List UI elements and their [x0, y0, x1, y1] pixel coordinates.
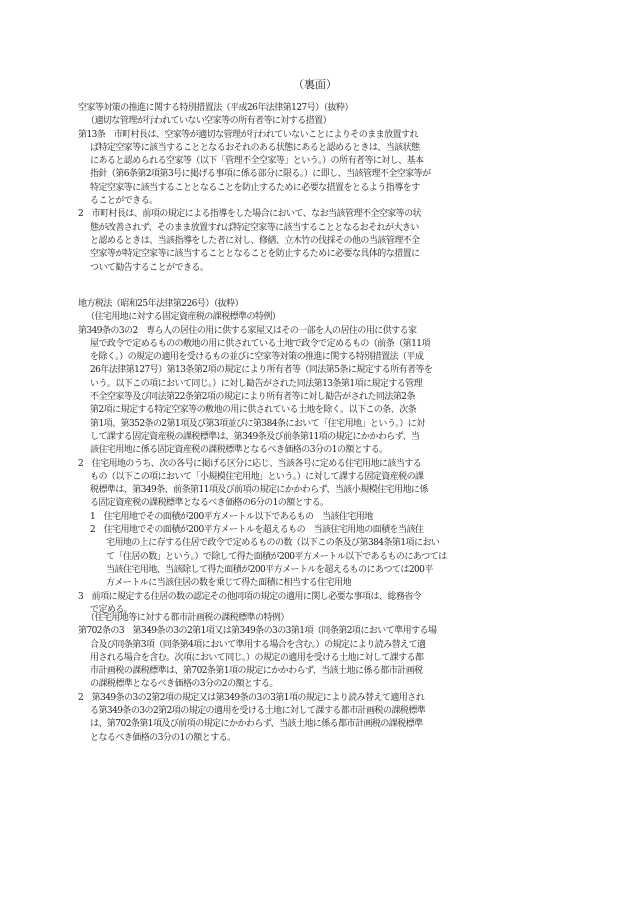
- article-line: 税標準は、第349条、前条第11項及び前項の規定にかかわらず、当該小規模住宅用地に係: [90, 485, 428, 496]
- page-title: （裏面）: [293, 78, 337, 91]
- section-vacant-house-act: [78, 102, 548, 275]
- article-line: 2 第349条の3の2第2項の規定又は第349条の3の3第1項の規定により読み替えて適用され: [78, 692, 425, 703]
- article-line: 宅用地の上に存する住居で政令で定めるものの数（以下この条及び第384条第1項におい: [106, 538, 440, 549]
- article-line: 当該住宅用地、当該除して得た面積が200平方メートルを超えるものにあつては200平: [106, 564, 433, 575]
- article-line: 2 住宅用地のうち、次の各号に掲げる区分に応じ、当該各号に定める住宅用地に該当する: [78, 458, 422, 469]
- section-heading: 地方税法（昭和25年法律第226号）（抜粋）: [78, 299, 244, 309]
- article-line: で定める。: [90, 604, 133, 615]
- article-line: は、第702条第1項及び前項の規定にかかわらず、当該土地に係る都市計画税の課税標準: [90, 719, 423, 730]
- article-line: ることができる。: [90, 196, 158, 207]
- article-line: 用される場合を含む。次項において同じ。）の規定の適用を受ける土地に対して課する都: [90, 652, 424, 663]
- article-line: ば特定空家等に該当することとなるおそれのある状態にあると認めるときは、当該状態: [90, 142, 420, 153]
- article-line: て「住居の数」という。）で除して得た面積が200平方メートル以下であるものにあつては: [106, 551, 447, 562]
- article-line: 屋で政令で定めるものの敷地の用に供されている土地で政令で定めるもの（前条（第11項: [90, 338, 430, 349]
- article-line: もの（以下この項において「小規模住宅用地」という。）に対して課する固定資産税の課: [90, 471, 424, 482]
- article-line: 1 住宅用地でその面積が200平方メートル以下であるもの 当該住宅用地: [90, 511, 373, 522]
- section-local-tax-act: [78, 298, 548, 617]
- article-line: して課する固定資産税の課税標準は、第349条及び前条第11項の規定にかかわらず、当: [90, 431, 420, 442]
- article-line: 指針（第6条第2項第3号に掲げる事項に係る部分に限る。）に即し、当該管理不全空家等が: [90, 169, 431, 180]
- article-line: 第702条の3 第349条の3の2第1項又は第349条の3の3第1項（同条第2項において準用する場: [78, 626, 437, 637]
- section-heading: 空家等対策の推進に関する特別措置法（平成26年法律第127号）（抜粋）: [78, 103, 353, 113]
- article-line: 2 市町村長は、前項の規定による指導をした場合において、なお当該管理不全空家等の状: [78, 209, 421, 220]
- section-subheading: （住宅用地に対する固定資産税の課税標準の特例）: [86, 312, 281, 323]
- article-line: を除く。）の規定の適用を受けるもの並びに空家等対策の推進に関する特別措置法（平成: [90, 352, 424, 363]
- article-line: 市計画税の課税標準は、第702条第1項の規定にかかわらず、当該土地に係る都市計画税: [90, 666, 423, 677]
- article-line: 3 前項に規定する住居の数の認定その他同項の規定の適用に関し必要な事項は、総務省令: [78, 591, 422, 602]
- article-line: と認めるときは、当該指導をした者に対し、修繕、立木竹の伐採その他の当該管理不全: [90, 235, 420, 246]
- article-line: にあると認められる空家等（以下「管理不全空家等」という。）の所有者等に対し、基本: [90, 156, 424, 167]
- article-line: 態が改善されず、そのまま放置すれば特定空家等に該当することとなるおそれが大きい: [90, 222, 419, 233]
- article-line: 空家等が特定空家等に該当することとなることを防止するために必要な具体的な措置に: [90, 249, 420, 260]
- article-line: る第349条の3の2第2項の規定の適用を受ける土地に対して課する都市計画税の課税標準: [90, 706, 426, 717]
- article-line: 合及び同条第3項（同条第4項において準用する場合を含む。）の規定により読み替えて適: [90, 639, 426, 650]
- article-line: 不全空家等及び同法第22条第2項の規定により所有者等に対し勧告がされた同法第2条: [90, 392, 415, 403]
- article-line: ついて勧告することができる。: [90, 262, 209, 273]
- article-line: いう。以下この項において同じ。）に対し勧告がされた同法第13条第1項に規定する管理: [90, 378, 423, 389]
- article-line: 第13条 市町村長は、空家等が適切な管理が行われていないことによりそのまま放置すれ: [78, 129, 418, 140]
- article-line: 方メートルに当該住居の数を乗じて得た面積に相当する住宅用地: [106, 578, 352, 589]
- article-line: の課税標準となるべき価格の3分の2の額とする。: [90, 679, 278, 690]
- section-city-planning-tax: [78, 612, 548, 745]
- article-line: 第1項、第352条の2第1項及び第3項並びに第384条において「住宅用地」という。）に対: [90, 418, 425, 429]
- article-line: となるべき価格の3分の1の額とする。: [90, 732, 236, 743]
- article-line: 2 住宅用地でその面積が200平方メートルを超えるもの 当該住宅用地の面積を当該住: [90, 525, 424, 536]
- section-subheading: （住宅用地等に対する都市計画税の課税標準の特例）: [86, 613, 289, 623]
- article-line: 第349条の3の2 専ら人の居住の用に供する家屋又はその一部を人の居住の用に供する家: [78, 325, 417, 336]
- article-line: 26年法律第127号）第13条第2項の規定により所有者等（同法第5条に規定する所有者等を: [90, 365, 433, 376]
- article-line: 特定空家等に該当することとなることを防止するために必要な措置をとるよう指導をす: [90, 182, 420, 193]
- article-line: 該住宅用地に係る固定資産税の課税標準となるべき価格の3分の1の額とする。: [90, 445, 388, 456]
- section-subheading: （適切な管理が行われていない空家等の所有者等に対する措置）: [86, 116, 332, 127]
- article-line: 第2項に規定する特定空家等の敷地の用に供されている土地を除く。以下この条、次条: [90, 405, 417, 416]
- article-line: る固定資産税の課税標準となるべき価格の6分の1の額とする。: [90, 498, 329, 509]
